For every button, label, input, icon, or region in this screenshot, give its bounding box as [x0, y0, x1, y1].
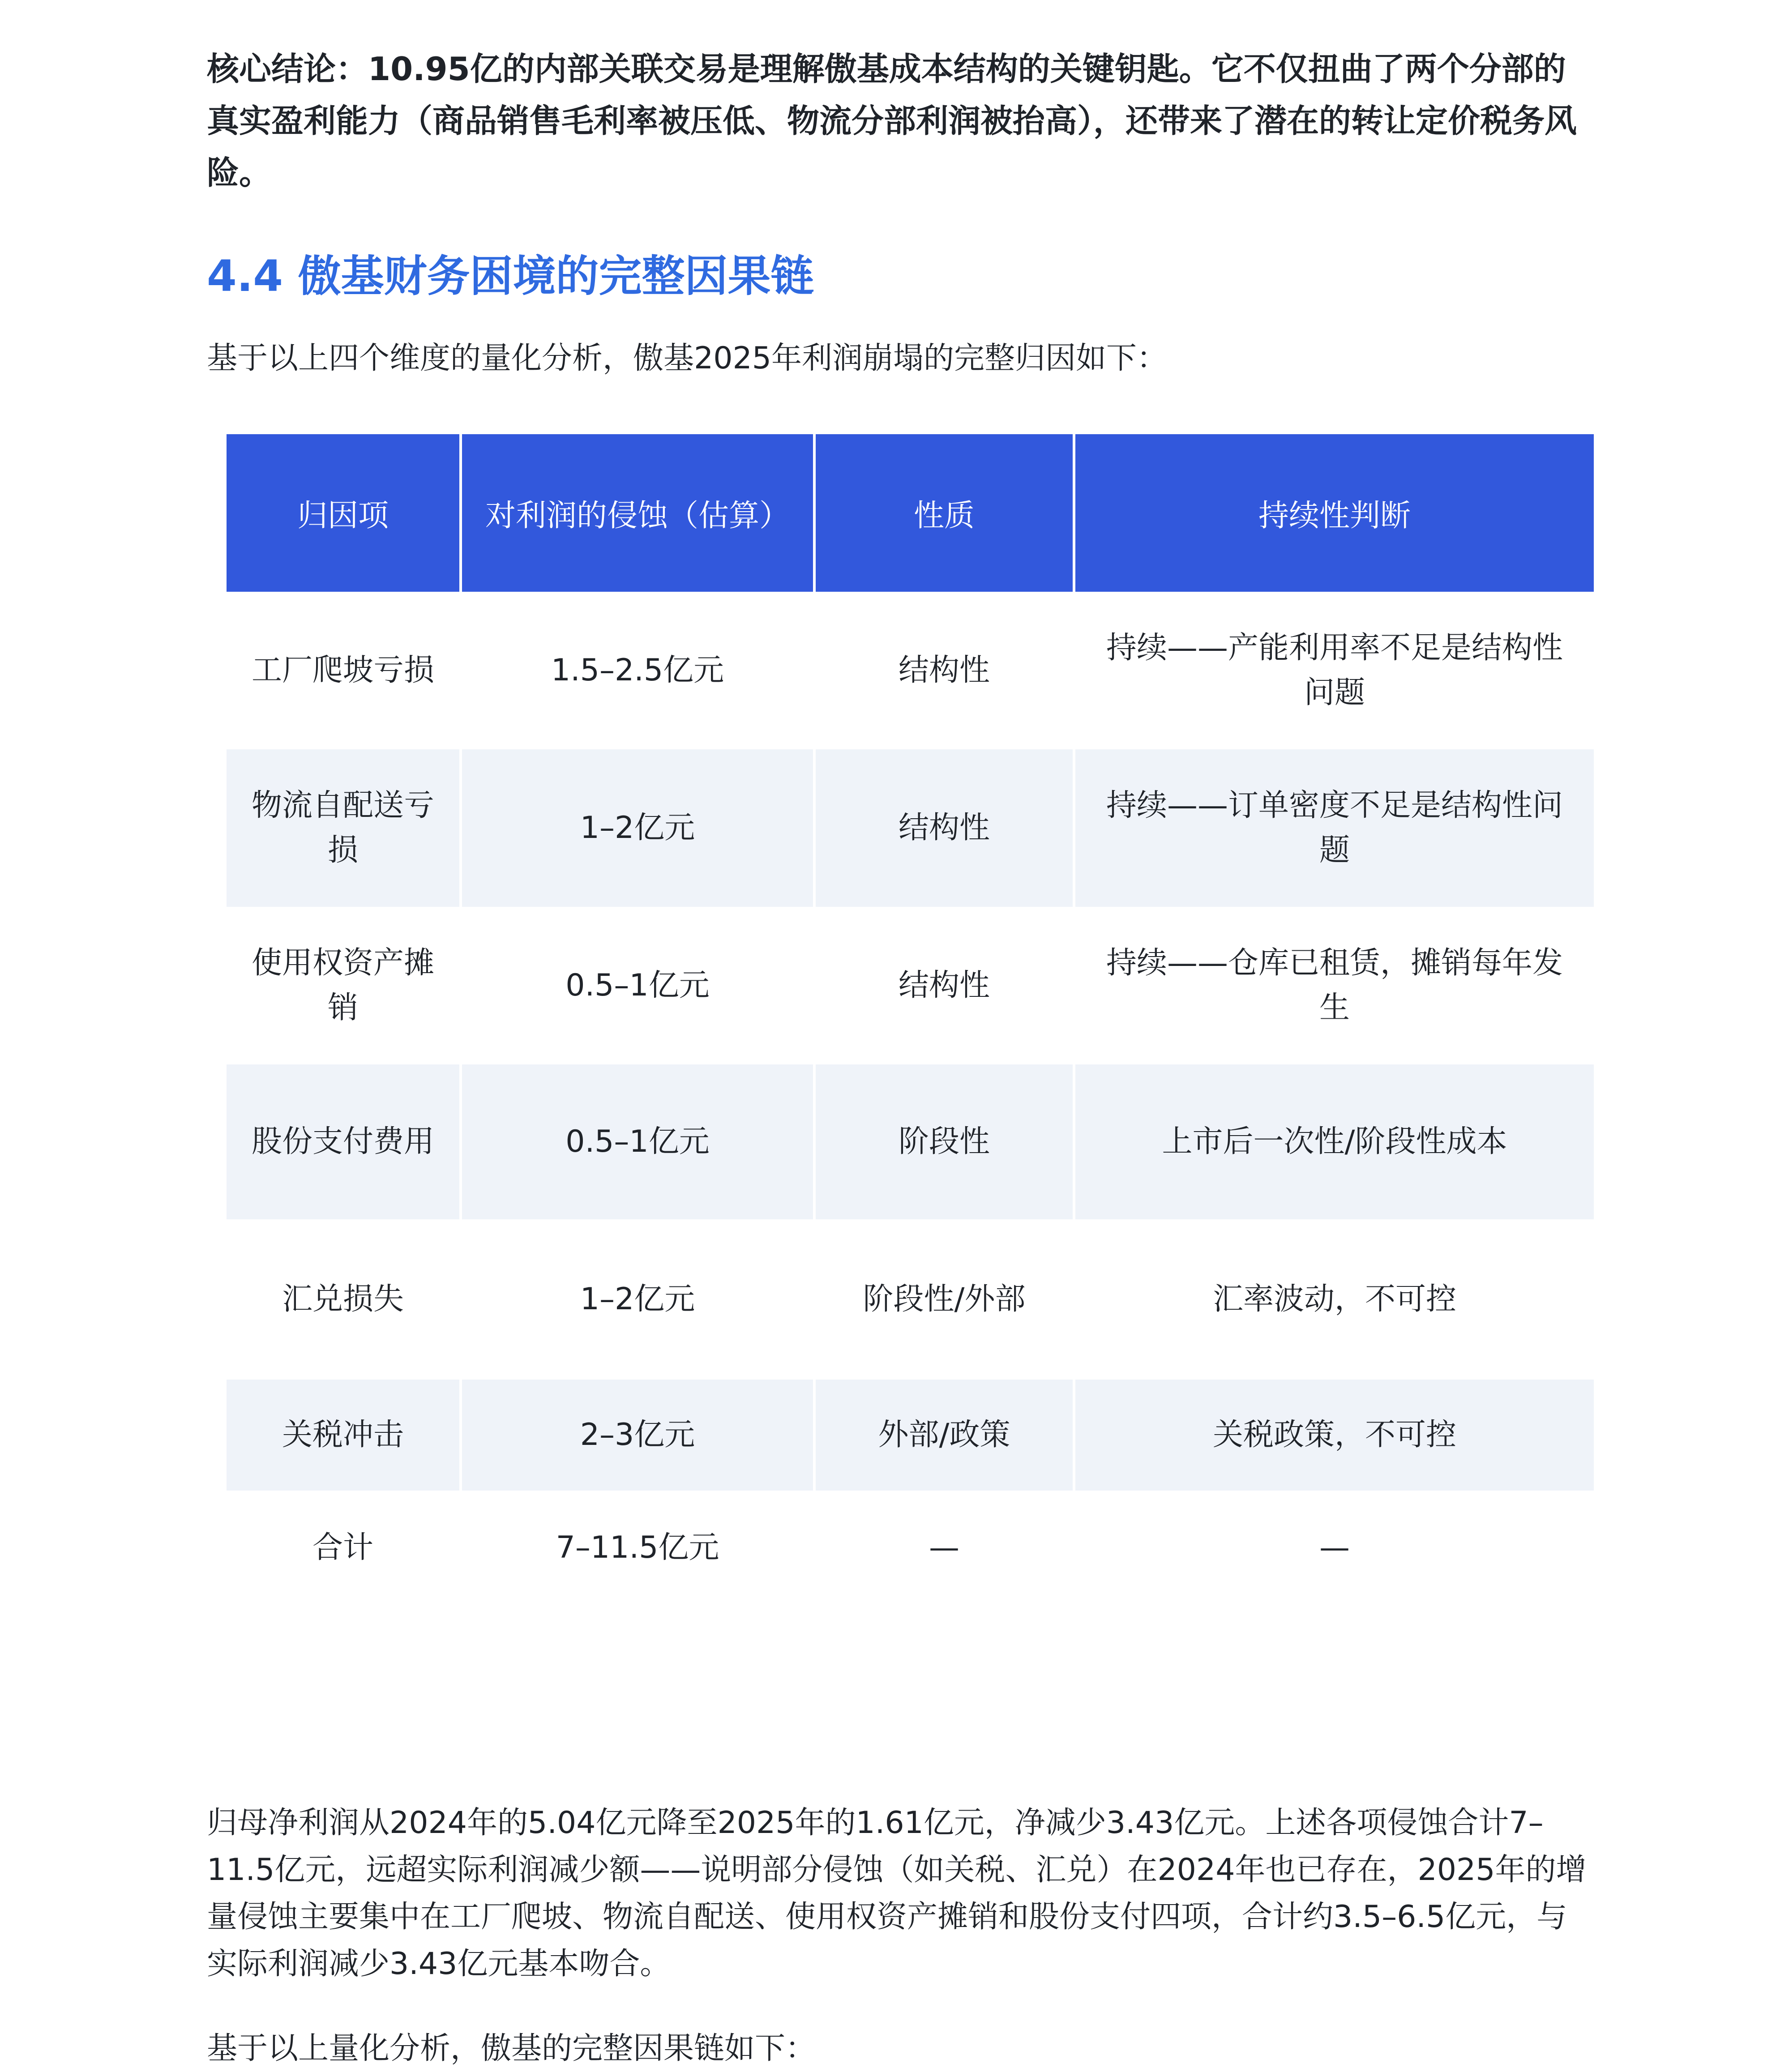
table-total-row [227, 1491, 1594, 1605]
cell-item: 物流自配送亏损 [227, 749, 459, 907]
table-row [227, 907, 1594, 1064]
header-attribution-item: 归因项 [227, 434, 459, 592]
cell-nature: 阶段性 [816, 1064, 1073, 1219]
section-heading: 4.4 傲基财务困境的完整因果链 [207, 251, 814, 301]
table-row [227, 749, 1594, 907]
cell-sustainability: 汇率波动，不可控 [1212, 1282, 1456, 1317]
cell-nature: 结构性 [898, 653, 990, 688]
cell-item: 汇兑损失 [282, 1282, 404, 1317]
cell-item: 工厂爬坡亏损 [251, 653, 434, 688]
cell-erosion: 2–3亿元 [462, 1380, 813, 1491]
cell-erosion: 1–2亿元 [462, 749, 813, 907]
cell-sustainability: 持续——仓库已租赁，摊销每年发生 [1106, 945, 1563, 1025]
table-row [227, 1380, 1594, 1491]
header-profit-erosion: 对利润的侵蚀（估算） [462, 434, 813, 592]
cell-sustainability: 持续——订单密度不足是结构性问题 [1075, 749, 1594, 907]
cell-erosion: 7–11.5亿元 [556, 1530, 719, 1565]
cell-sustainability: 关税政策，不可控 [1075, 1380, 1594, 1491]
cell-item: 合计 [312, 1530, 373, 1565]
section-intro: 基于以上四个维度的量化分析，傲基2025年利润崩塌的完整归因如下： [207, 341, 1168, 376]
header-sustainability: 持续性判断 [1075, 434, 1594, 592]
closing-paragraph: 基于以上量化分析，傲基的完整因果链如下： [207, 2031, 816, 2066]
cell-sustainability: 上市后一次性/阶段性成本 [1075, 1064, 1594, 1219]
cell-nature: 结构性 [898, 968, 990, 1003]
cell-item: 关税冲击 [227, 1380, 459, 1491]
table-header-row [227, 434, 1594, 592]
cell-nature: — [929, 1530, 959, 1565]
cell-erosion: 1–2亿元 [580, 1282, 695, 1317]
header-nature: 性质 [816, 434, 1073, 592]
attribution-table [224, 434, 1596, 1605]
table-row [227, 1219, 1594, 1380]
cell-item: 股份支付费用 [227, 1064, 459, 1219]
cell-nature: 结构性 [816, 749, 1073, 907]
cell-erosion: 0.5–1亿元 [565, 968, 710, 1003]
core-conclusion: 核心结论：10.95亿的内部关联交易是理解傲基成本结构的关键钥匙。它不仅扭曲了两个分部的真实盈利能力（商品销售毛利率被压低、物流分部利润被抬高），还带来了潜在的转让定价税务风险。 [207, 50, 1577, 192]
cell-item: 使用权资产摊销 [251, 945, 434, 1025]
table-row [227, 592, 1594, 749]
cell-nature: 外部/政策 [816, 1380, 1073, 1491]
cell-nature: 阶段性/外部 [863, 1282, 1026, 1317]
summary-paragraph: 归母净利润从2024年的5.04亿元降至2025年的1.61亿元，净减少3.43亿元。上述各项侵蚀合计7–11.5亿元，远超实际利润减少额——说明部分侵蚀（如关税、汇兑）在2024年也已存在，2025年的增量侵蚀主要集中在工厂爬坡、物流自配送、使用权资产摊销和股份支付四项，合计约3.5–6.5亿元，与实际利润减少3.43亿元基本吻合。 [207, 1805, 1587, 1982]
cell-sustainability: 持续——产能利用率不足是结构性问题 [1106, 630, 1563, 710]
table-row [227, 1064, 1594, 1219]
cell-erosion: 1.5–2.5亿元 [551, 653, 724, 688]
cell-sustainability: — [1319, 1530, 1350, 1565]
cell-erosion: 0.5–1亿元 [462, 1064, 813, 1219]
